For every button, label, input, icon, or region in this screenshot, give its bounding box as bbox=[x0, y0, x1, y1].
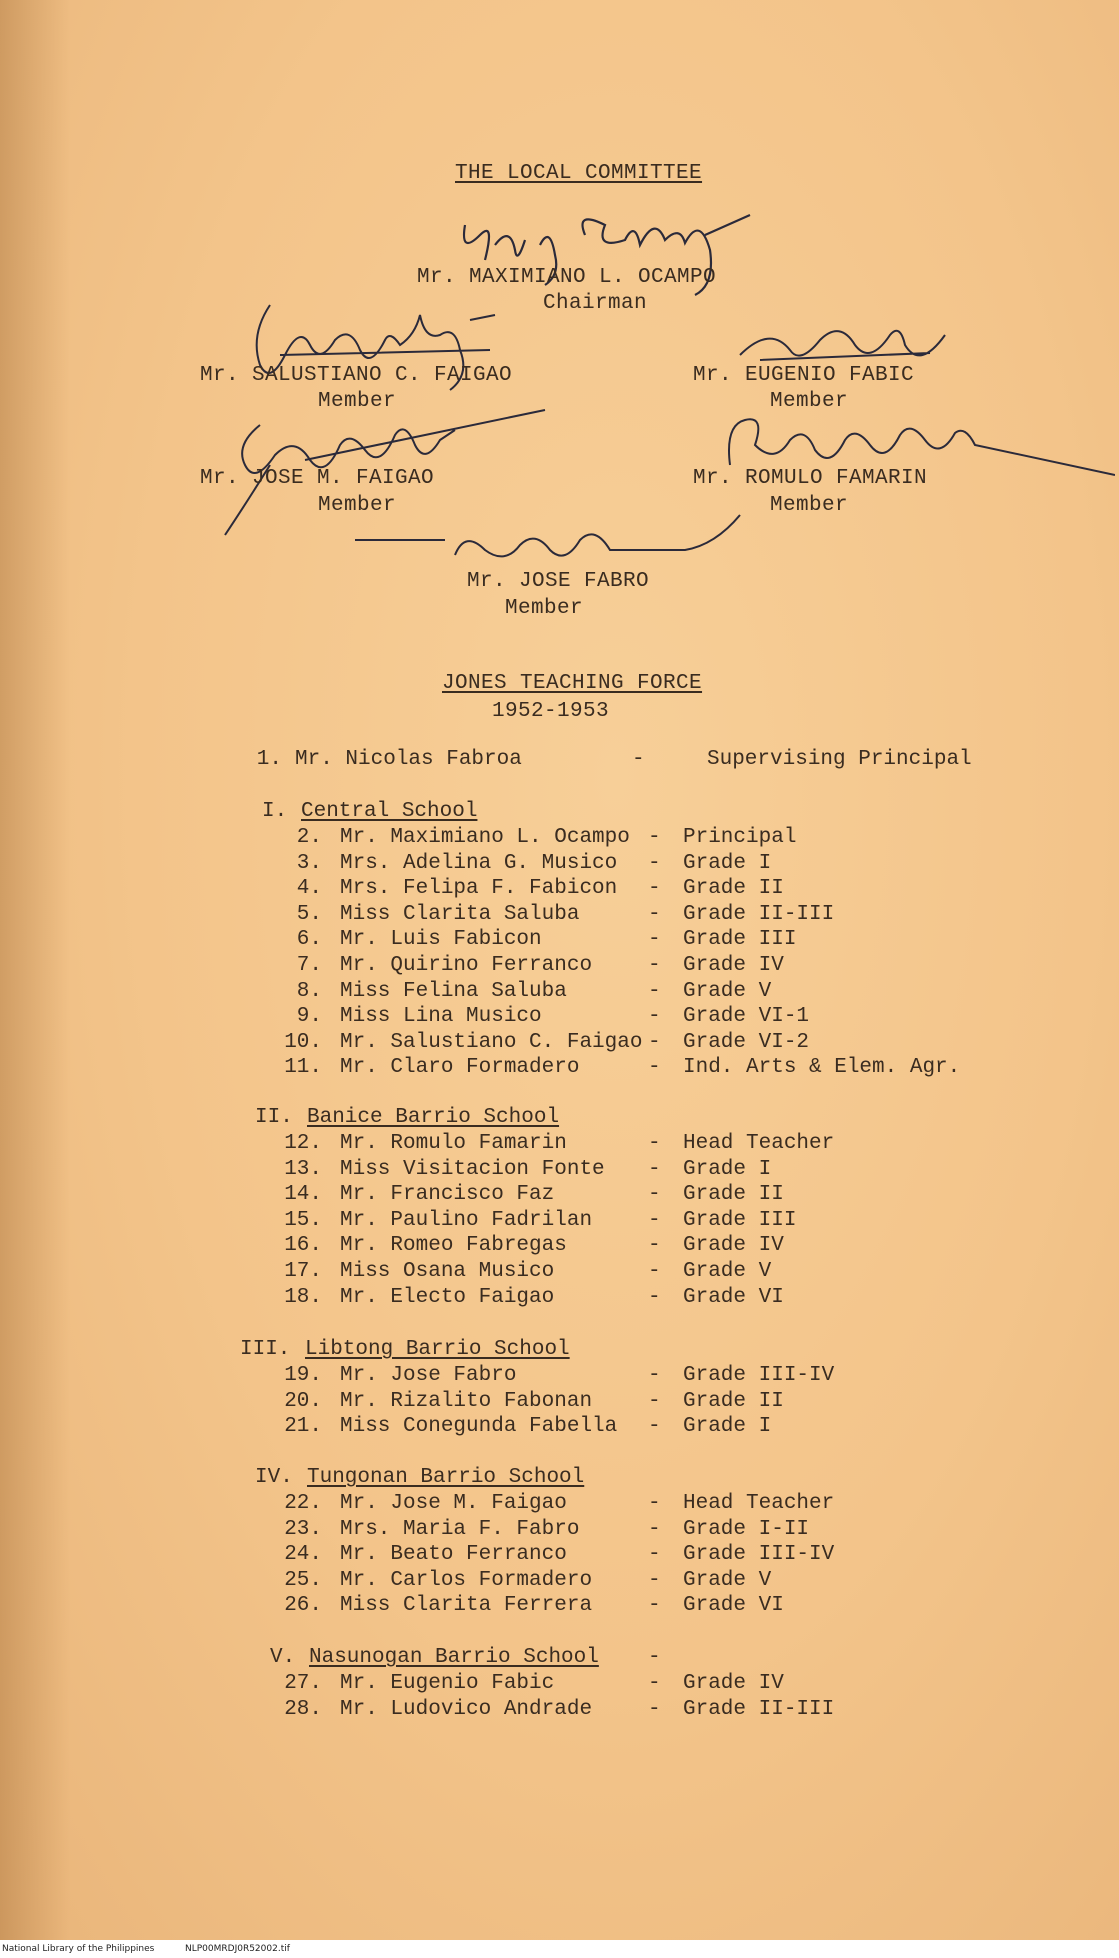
head-name: Mr. Nicolas Fabroa bbox=[295, 748, 522, 771]
staff-name: Mr. Luis Fabicon bbox=[340, 928, 542, 952]
staff-num: 12. bbox=[284, 1132, 322, 1155]
school-heading bbox=[0, 1646, 1119, 1670]
member-5-role: Member bbox=[505, 597, 584, 620]
committee-title: THE LOCAL COMMITTEE bbox=[455, 162, 703, 185]
staff-row bbox=[0, 1158, 1119, 1182]
staff-row bbox=[0, 1390, 1119, 1414]
head-dash: - bbox=[632, 748, 645, 771]
staff-num: 8. bbox=[296, 979, 322, 1003]
staff-position: Grade I-II bbox=[683, 1517, 810, 1541]
staff-num: 2. bbox=[296, 826, 322, 849]
chairman-role: Chairman bbox=[543, 292, 648, 315]
staff-row bbox=[0, 980, 1119, 1004]
school-label: II. bbox=[255, 1106, 293, 1129]
staff-dash: - bbox=[648, 1005, 661, 1029]
staff-position: Grade IV bbox=[683, 1234, 784, 1258]
staff-dash: - bbox=[648, 1030, 661, 1054]
staff-dash: - bbox=[648, 1260, 661, 1283]
staff-num: 14. bbox=[284, 1183, 322, 1207]
footer-file: NLP00MRDJ0R52002.tif bbox=[185, 1944, 290, 1954]
staff-row bbox=[0, 1543, 1119, 1567]
staff-row bbox=[0, 826, 1119, 850]
staff-name: Mr. Paulino Fadrilan bbox=[340, 1208, 593, 1232]
staff-dash: - bbox=[648, 1543, 661, 1567]
school-label: I. bbox=[262, 800, 288, 823]
staff-position: Head Teacher bbox=[683, 1132, 835, 1155]
staff-dash: - bbox=[648, 1208, 661, 1232]
staff-row bbox=[0, 1594, 1119, 1618]
staff-dash: - bbox=[648, 1183, 661, 1207]
staff-num: 17. bbox=[284, 1260, 322, 1283]
member-3-role: Member bbox=[318, 494, 397, 517]
staff-position: Head Teacher bbox=[683, 1492, 835, 1515]
staff-name: Miss Lina Musico bbox=[340, 1005, 542, 1029]
staff-name: Miss Conegunda Fabella bbox=[340, 1415, 618, 1439]
staff-position: Grade VI-1 bbox=[683, 1005, 810, 1029]
staff-name: Mr. Romulo Famarin bbox=[340, 1132, 567, 1155]
staff-dash: - bbox=[648, 1568, 661, 1592]
staff-dash: - bbox=[648, 1157, 661, 1181]
staff-name: Mr. Rizalito Fabonan bbox=[340, 1389, 593, 1413]
staff-num: 3. bbox=[296, 851, 322, 875]
member-4-role: Member bbox=[770, 494, 849, 517]
staff-row bbox=[0, 1132, 1119, 1156]
staff-position: Grade VI bbox=[683, 1594, 784, 1618]
staff-num: 21. bbox=[284, 1415, 322, 1439]
staff-num: 22. bbox=[284, 1492, 322, 1515]
staff-dash: - bbox=[648, 1389, 661, 1413]
school-name: Nasunogan Barrio School bbox=[309, 1646, 599, 1669]
school-label: III. bbox=[240, 1338, 291, 1361]
staff-dash: - bbox=[648, 1517, 661, 1541]
staff-dash: - bbox=[648, 1364, 661, 1387]
staff-position: Grade III-IV bbox=[683, 1364, 835, 1387]
staff-position: Grade V bbox=[683, 1568, 772, 1592]
staff-position: Grade II-III bbox=[683, 902, 835, 926]
staff-name: Mr. Jose M. Faigao bbox=[340, 1492, 567, 1515]
staff-row bbox=[0, 1672, 1119, 1696]
staff-row bbox=[0, 1056, 1119, 1080]
school-heading bbox=[0, 1338, 1119, 1362]
staff-name: Miss Felina Saluba bbox=[340, 979, 567, 1003]
staff-position: Principal bbox=[683, 826, 797, 849]
staff-position: Grade II bbox=[683, 877, 784, 901]
staff-position: Grade VI bbox=[683, 1285, 784, 1309]
staff-num: 11. bbox=[284, 1056, 322, 1080]
staff-num: 13. bbox=[284, 1157, 322, 1181]
teaching-force-year: 1952-1953 bbox=[492, 700, 610, 723]
staff-name: Mr. Salustiano C. Faigao bbox=[340, 1030, 643, 1054]
school-name: Central School bbox=[301, 800, 478, 823]
staff-position: Grade III-IV bbox=[683, 1543, 835, 1567]
staff-row bbox=[0, 1286, 1119, 1310]
staff-position: Grade I bbox=[683, 851, 772, 875]
staff-position: Grade III bbox=[683, 928, 797, 952]
staff-name: Mr. Claro Formadero bbox=[340, 1056, 580, 1080]
staff-num: 6. bbox=[296, 928, 322, 952]
chairman-name: Mr. MAXIMIANO L. OCAMPO bbox=[417, 266, 717, 289]
staff-row bbox=[0, 852, 1119, 876]
staff-row bbox=[0, 1492, 1119, 1516]
staff-num: 7. bbox=[296, 954, 322, 977]
staff-row bbox=[0, 1415, 1119, 1439]
staff-num: 24. bbox=[284, 1543, 322, 1567]
staff-name: Mr. Beato Ferranco bbox=[340, 1543, 567, 1567]
staff-num: 16. bbox=[284, 1234, 322, 1258]
member-3-name: Mr. JOSE M. FAIGAO bbox=[200, 467, 435, 490]
staff-dash: - bbox=[648, 954, 661, 977]
staff-name: Mrs. Adelina G. Musico bbox=[340, 851, 618, 875]
staff-row bbox=[0, 928, 1119, 952]
staff-row bbox=[0, 954, 1119, 978]
school-label: V. bbox=[270, 1646, 296, 1669]
staff-dash: - bbox=[648, 826, 661, 849]
staff-num: 19. bbox=[284, 1364, 322, 1387]
staff-name: Miss Visitacion Fonte bbox=[340, 1157, 605, 1181]
staff-row bbox=[0, 1234, 1119, 1258]
school-heading bbox=[0, 1466, 1119, 1490]
staff-num: 25. bbox=[284, 1568, 322, 1592]
staff-name: Mr. Carlos Formadero bbox=[340, 1568, 593, 1592]
staff-row bbox=[0, 1005, 1119, 1029]
staff-row bbox=[0, 1183, 1119, 1207]
staff-num: 15. bbox=[284, 1208, 322, 1232]
staff-row bbox=[0, 1569, 1119, 1593]
member-4-name: Mr. ROMULO FAMARIN bbox=[693, 467, 928, 490]
staff-num: 20. bbox=[284, 1389, 322, 1413]
staff-dash: - bbox=[648, 851, 661, 875]
staff-dash: - bbox=[648, 877, 661, 901]
school-heading bbox=[0, 1106, 1119, 1130]
staff-name: Mr. Francisco Faz bbox=[340, 1183, 555, 1207]
staff-position: Grade IV bbox=[683, 1672, 784, 1695]
staff-dash: - bbox=[648, 902, 661, 926]
staff-dash: - bbox=[648, 979, 661, 1003]
school-label: IV. bbox=[255, 1466, 293, 1489]
staff-num: 26. bbox=[284, 1594, 322, 1618]
staff-dash: - bbox=[648, 1132, 661, 1155]
teaching-force-title: JONES TEACHING FORCE bbox=[442, 672, 703, 695]
staff-name: Mr. Maximiano L. Ocampo bbox=[340, 826, 630, 849]
school-heading-dash: - bbox=[648, 1646, 661, 1669]
staff-name: Miss Osana Musico bbox=[340, 1260, 555, 1283]
staff-row bbox=[0, 1698, 1119, 1722]
staff-row bbox=[0, 1518, 1119, 1542]
staff-name: Mr. Ludovico Andrade bbox=[340, 1697, 593, 1721]
staff-name: Mr. Electo Faigao bbox=[340, 1285, 555, 1309]
staff-name: Mr. Eugenio Fabic bbox=[340, 1672, 555, 1695]
staff-name: Mrs. Maria F. Fabro bbox=[340, 1517, 580, 1541]
school-name: Tungonan Barrio School bbox=[307, 1466, 585, 1489]
staff-dash: - bbox=[648, 1594, 661, 1618]
school-heading bbox=[0, 800, 1119, 824]
footer-library: National Library of the Philippines bbox=[2, 1944, 155, 1954]
member-5-name: Mr. JOSE FABRO bbox=[467, 570, 650, 593]
staff-position: Grade II-III bbox=[683, 1697, 835, 1721]
signature-member-1 bbox=[240, 295, 510, 405]
staff-num: 18. bbox=[284, 1285, 322, 1309]
staff-row bbox=[0, 877, 1119, 901]
staff-dash: - bbox=[648, 1697, 661, 1721]
staff-row bbox=[0, 1209, 1119, 1233]
staff-row bbox=[0, 1364, 1119, 1388]
staff-name: Miss Clarita Saluba bbox=[340, 902, 580, 926]
staff-name: Mrs. Felipa F. Fabicon bbox=[340, 877, 618, 901]
signature-member-5 bbox=[355, 510, 745, 570]
staff-position: Grade III bbox=[683, 1208, 797, 1232]
staff-num: 28. bbox=[284, 1697, 322, 1721]
member-2-role: Member bbox=[770, 390, 849, 413]
school-name: Libtong Barrio School bbox=[305, 1338, 570, 1361]
member-1-name: Mr. SALUSTIANO C. FAIGAO bbox=[200, 364, 513, 387]
staff-position: Grade II bbox=[683, 1389, 784, 1413]
staff-position: Grade I bbox=[683, 1157, 772, 1181]
staff-position: Grade VI-2 bbox=[683, 1030, 810, 1054]
staff-position: Grade II bbox=[683, 1183, 784, 1207]
staff-dash: - bbox=[648, 1056, 661, 1080]
member-2-name: Mr. EUGENIO FABIC bbox=[693, 364, 915, 387]
staff-position: Grade IV bbox=[683, 954, 784, 977]
staff-row bbox=[0, 1031, 1119, 1055]
staff-num: 5. bbox=[296, 902, 322, 926]
staff-row bbox=[0, 1260, 1119, 1284]
staff-dash: - bbox=[648, 1234, 661, 1258]
staff-dash: - bbox=[648, 1415, 661, 1439]
staff-name: Mr. Jose Fabro bbox=[340, 1364, 517, 1387]
staff-num: 9. bbox=[296, 1005, 322, 1029]
head-position: Supervising Principal bbox=[707, 748, 972, 771]
staff-num: 4. bbox=[296, 877, 322, 901]
staff-name: Mr. Romeo Fabregas bbox=[340, 1234, 567, 1258]
staff-num: 23. bbox=[284, 1517, 322, 1541]
staff-num: 27. bbox=[284, 1672, 322, 1695]
staff-dash: - bbox=[648, 1672, 661, 1695]
head-row bbox=[0, 748, 1119, 772]
staff-name: Mr. Quirino Ferranco bbox=[340, 954, 593, 977]
staff-num: 10. bbox=[284, 1030, 322, 1054]
school-name: Banice Barrio School bbox=[307, 1106, 560, 1129]
staff-row bbox=[0, 903, 1119, 927]
footer bbox=[0, 1940, 1119, 1958]
staff-position: Grade V bbox=[683, 1260, 772, 1283]
staff-position: Grade V bbox=[683, 979, 772, 1003]
staff-position: Ind. Arts & Elem. Agr. bbox=[683, 1056, 961, 1080]
staff-dash: - bbox=[648, 1492, 661, 1515]
staff-dash: - bbox=[648, 1285, 661, 1309]
staff-position: Grade I bbox=[683, 1415, 772, 1439]
staff-dash: - bbox=[648, 928, 661, 952]
staff-name: Miss Clarita Ferrera bbox=[340, 1594, 593, 1618]
head-num: 1. bbox=[256, 748, 282, 771]
member-1-role: Member bbox=[318, 390, 397, 413]
